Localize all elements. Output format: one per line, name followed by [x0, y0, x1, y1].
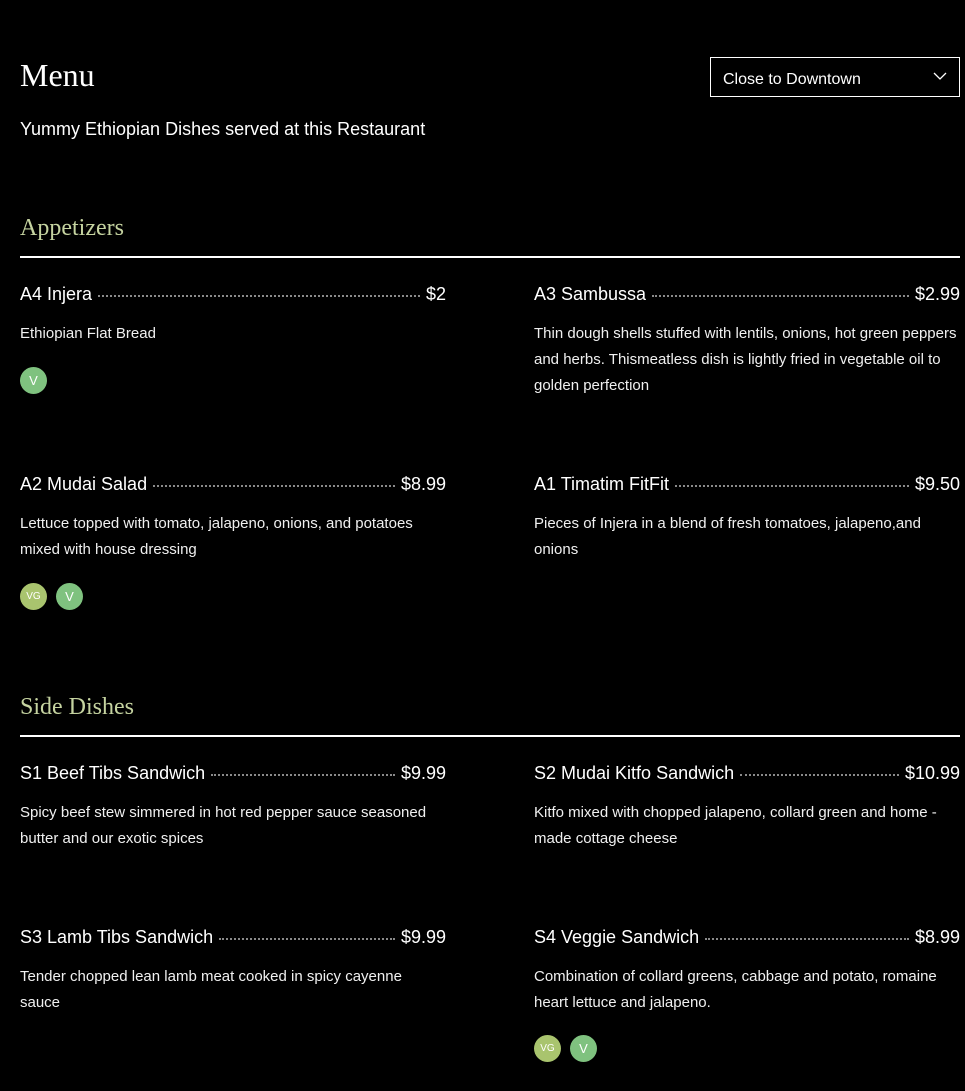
menu-item — [20, 472, 446, 610]
vegan-badge: VG — [534, 1035, 561, 1062]
item-description: Lettuce topped with tomato, jalapeno, onions, and potatoes mixed with house dressing — [20, 515, 413, 558]
item-name: S2 Mudai Kitfo Sandwich — [534, 763, 735, 783]
vegetarian-badge: V — [570, 1035, 597, 1062]
item-price: $8.99 — [914, 927, 960, 947]
item-name: A3 Sambussa — [534, 284, 647, 304]
item-price: $9.99 — [400, 763, 446, 783]
item-price: $2.99 — [914, 284, 960, 304]
item-name: S3 Lamb Tibs Sandwich — [20, 927, 214, 947]
item-price: $9.99 — [400, 927, 446, 947]
item-price: $8.99 — [400, 474, 446, 494]
item-description: Thin dough shells stuffed with lentils, onions, hot green peppers and herbs. Thismeatless dish is lightly fried in vegetable oil to golden perfection — [534, 325, 957, 394]
item-description: Tender chopped lean lamb meat cooked in spicy cayenne sauce — [20, 968, 402, 1011]
page-subtitle: Yummy Ethiopian Dishes served at this Restaurant — [20, 119, 426, 139]
page-title: Menu — [20, 57, 95, 93]
dot-leader — [675, 485, 909, 487]
location-select-value: Close to Downtown — [723, 71, 861, 88]
item-description: Kitfo mixed with chopped jalapeno, collard green and home - made cottage cheese — [534, 804, 937, 847]
item-name: S1 Beef Tibs Sandwich — [20, 763, 206, 783]
item-description: Ethiopian Flat Bread — [20, 325, 156, 342]
item-name: A4 Injera — [20, 284, 93, 304]
vegetarian-badge: V — [20, 367, 47, 394]
item-price: $10.99 — [904, 763, 960, 783]
chevron-down-icon — [933, 71, 947, 81]
section-divider — [20, 735, 960, 737]
dot-leader — [740, 774, 899, 776]
dot-leader — [705, 938, 909, 940]
dot-leader — [153, 485, 395, 487]
item-name: S4 Veggie Sandwich — [534, 927, 700, 947]
dot-leader — [652, 295, 909, 297]
section-divider — [20, 256, 960, 258]
menu-item — [534, 282, 960, 399]
dot-leader — [211, 774, 395, 776]
menu-item — [534, 472, 960, 563]
item-name: A1 Timatim FitFit — [534, 474, 670, 494]
item-description: Spicy beef stew simmered in hot red pepper sauce seasoned butter and our exotic spices — [20, 804, 427, 847]
dot-leader — [98, 295, 420, 297]
menu-item — [534, 925, 960, 1062]
location-select[interactable] — [710, 57, 960, 97]
dot-leader — [219, 938, 395, 940]
menu-item — [534, 761, 960, 852]
item-description: Combination of collard greens, cabbage and potato, romaine heart lettuce and jalapeno. — [534, 968, 937, 1011]
item-price: $9.50 — [914, 474, 960, 494]
menu-item — [20, 925, 446, 1016]
section-title-appetizers: Appetizers — [20, 215, 124, 241]
item-description: Pieces of Injera in a blend of fresh tomatoes, jalapeno,and onions — [534, 515, 921, 558]
vegan-badge: VG — [20, 583, 47, 610]
vegetarian-badge: V — [56, 583, 83, 610]
item-name: A2 Mudai Salad — [20, 474, 148, 494]
menu-item — [20, 282, 446, 394]
menu-item — [20, 761, 446, 852]
item-price: $2 — [425, 284, 446, 304]
section-title-side-dishes: Side Dishes — [20, 694, 134, 720]
